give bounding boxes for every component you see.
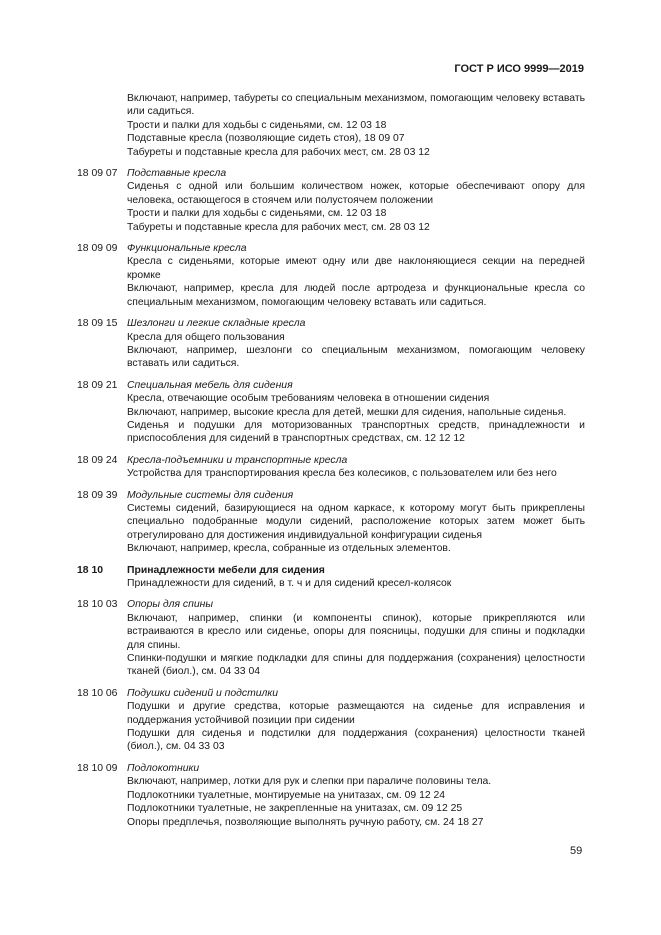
entry-title: Подставные кресла xyxy=(127,168,227,180)
entry-text: Устройства для транспортирования кресла без колесиков, с пользователем или без него xyxy=(127,468,557,480)
classification-entry xyxy=(77,687,585,754)
entry-text: Опоры предплечья, позволяющие выполнять ручную работу, см. 24 18 27 xyxy=(127,816,484,828)
classification-entry xyxy=(77,242,585,309)
entry-title: Функциональные кресла xyxy=(127,243,247,255)
entry-title: Шезлонги и легкие складные кресла xyxy=(127,318,306,330)
text-line: Трости и палки для ходьбы с сиденьями, см. 12 03 18 xyxy=(127,119,387,131)
entry-text: Принадлежности для сидений, в т. ч и для сидений кресел-колясок xyxy=(127,578,452,589)
entry-code: 18 09 39 xyxy=(77,489,118,501)
entry-text: Сиденья с одной или большим количеством ножек, которые обеспечивают опору для человека, остающегося в стоячем или полустоячем положении xyxy=(127,181,585,206)
text-line: Включают, например, табуреты со специальным механизмом, помогающим человеку вставать или садиться. xyxy=(127,93,585,118)
entry-text: Подушки для сиденья и подстилки для поддержания (сохранения) целостности тканей (биол.), см. 04 33 03 xyxy=(127,728,585,753)
document-id: ГОСТ Р ИСО 9999—2019 xyxy=(454,63,584,75)
entry-list xyxy=(77,167,585,829)
entry-text: Подлокотники туалетные, монтируемые на унитазах, см. 09 12 24 xyxy=(127,789,446,801)
classification-entry xyxy=(77,489,585,556)
entry-text: Табуреты и подставные кресла для рабочих мест, см. 28 03 12 xyxy=(127,221,430,233)
text-line: Подставные кресла (позволяющие сидеть стоя), 18 09 07 xyxy=(127,133,405,145)
entry-text: Включают, например, кресла для людей после артродеза и функциональные кресла со специальным механизмом, помогающим человеку вставать или садиться. xyxy=(127,283,585,308)
entry-code: 18 10 06 xyxy=(77,687,118,699)
entry-text: Кресла с сиденьями, которые имеют одну или две наклоняющиеся секции на передней кромке xyxy=(127,256,585,281)
entry-title: Модульные системы для сидения xyxy=(127,489,294,501)
classification-entry xyxy=(77,762,585,829)
entry-text: Системы сидений, базирующиеся на одном каркасе, к которому могут быть прикреплены специально подобранные модули сидений, расположение которых затем может быть отрегулировано для достижения индивидуальной конфигурации сиденья xyxy=(127,502,585,541)
entry-text: Подушки и другие средства, которые размещаются на сиденье для исправления и поддержания устойчивой позиции при сидении xyxy=(127,701,585,726)
classification-entry xyxy=(77,454,585,481)
classification-entry xyxy=(77,598,585,678)
entry-text: Спинки-подушки и мягкие подкладки для спины для поддержания (сохранения) целостности тканей (биол.), см. 04 33 04 xyxy=(127,653,585,678)
entry-title: Кресла-подъемники и транспортные кресла xyxy=(127,454,348,466)
entry-code: 18 09 07 xyxy=(77,168,118,180)
entry-title: Подушки сидений и подстилки xyxy=(127,687,279,699)
entry-title: Принадлежности мебели для сидения xyxy=(127,564,325,576)
page-number: 59 xyxy=(570,845,583,857)
entry-code: 18 09 21 xyxy=(77,379,118,391)
entry-text: Сиденья и подушки для моторизованных транспортных средств, принадлежности и приспособления для сидений в транспортных средствах, см. 12 12 12 xyxy=(127,419,585,445)
document-body xyxy=(77,92,585,837)
entry-text: Кресла для общего пользования xyxy=(127,331,285,343)
entry-text: Трости и палки для ходьбы с сиденьями, см. 12 03 18 xyxy=(127,208,387,220)
intro-block xyxy=(77,92,585,159)
entry-code: 18 09 15 xyxy=(77,318,118,330)
entry-text: Включают, например, кресла, собранные из отдельных элементов. xyxy=(127,543,451,555)
entry-code: 18 10 09 xyxy=(77,762,118,774)
classification-entry xyxy=(77,167,585,234)
classification-entry xyxy=(77,317,585,371)
entry-code: 18 10 03 xyxy=(77,599,118,611)
entry-code: 18 09 24 xyxy=(77,454,118,466)
entry-text: Включают, например, шезлонги со специальным механизмом, помогающим человеку вставать или садиться. xyxy=(127,344,585,370)
entry-text: Подлокотники туалетные, не закрепленные на унитазах, см. 09 12 25 xyxy=(127,803,463,815)
entry-title: Опоры для спины xyxy=(127,599,213,611)
entry-text: Кресла, отвечающие особым требованиям человека в отношении сидения xyxy=(127,393,490,405)
entry-text: Включают, например, лотки для рук и слепки при параличе половины тела. xyxy=(127,776,492,788)
entry-code: 18 09 09 xyxy=(77,243,118,255)
text-line: Табуреты и подставные кресла для рабочих мест, см. 28 03 12 xyxy=(127,146,430,158)
classification-entry xyxy=(77,564,585,591)
entry-text: Включают, например, высокие кресла для детей, мешки для сидения, напольные сиденья. xyxy=(127,406,567,418)
classification-entry xyxy=(77,379,585,446)
entry-title: Подлокотники xyxy=(127,762,200,774)
entry-code: 18 10 xyxy=(77,564,104,576)
entry-text: Включают, например, спинки (и компоненты спинок), которые прикрепляются или встраиваются в кресло или сиденье, опоры для поясницы, подушки для спины и подкладки для спины. xyxy=(127,612,585,651)
entry-title: Специальная мебель для сидения xyxy=(127,379,293,391)
